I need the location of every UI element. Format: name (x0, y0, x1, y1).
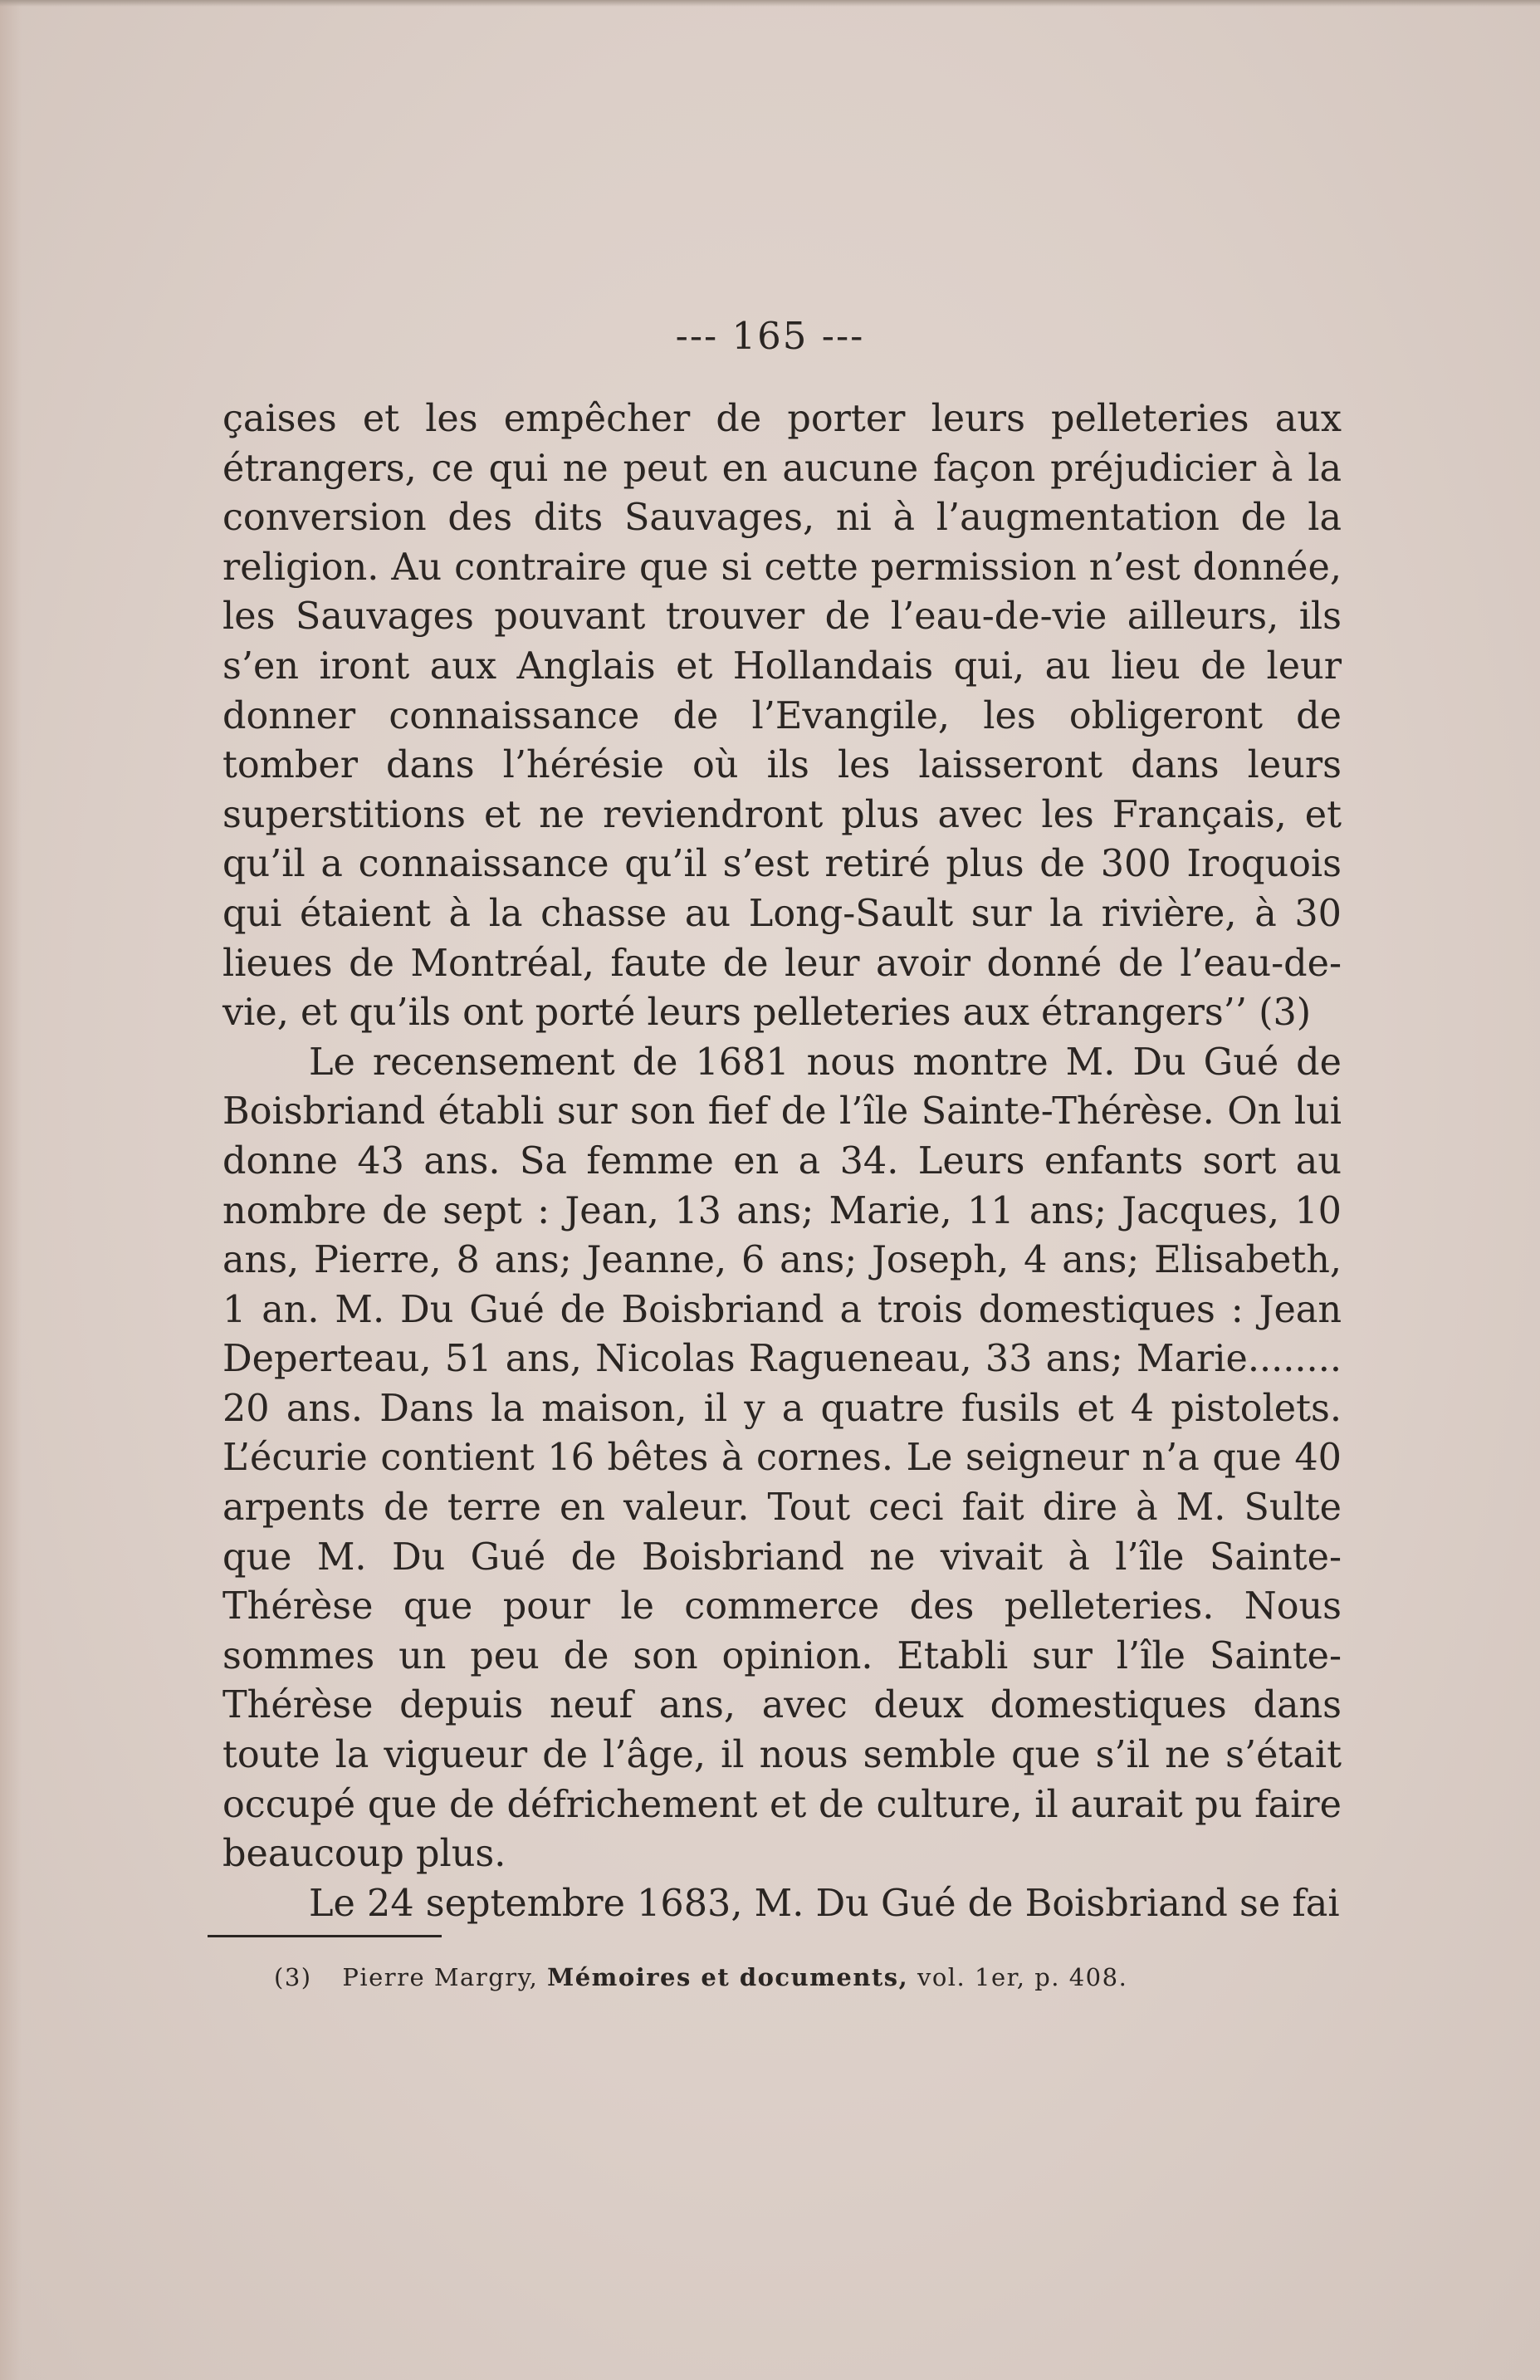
footnote-separator (208, 1935, 442, 1937)
footnote (274, 1963, 1127, 1991)
paragraph-2: Le recensement de 1681 nous montre M. Du Gué de Boisbriand établi sur son fief de l’île Sainte-Thérèse. On lui donne 43 ans. Sa femme en a 34. Leurs enfants sort au nombre de sept : Jean, 13 ans; Marie, 11 ans; Jacques, 10 ans, Pierre, 8 ans; Jeanne, 6 ans; Joseph, 4 ans; Elisabeth, 1 an. M. Du Gué de Boisbriand a trois domestiques : Jean Deperteau, 51 ans, Nicolas Ragueneau, 33 ans; Marie........ 20 ans. Dans la maison, il y a quatre fusils et 4 pistolets. L’écurie contient 16 bêtes à cornes. Le seigneur n’a que 40 arpents de terre en valeur. Tout ceci fait dire à M. Sulte que M. Du Gué de Boisbriand ne vivait à l’île Sainte-Thérèse que pour le commerce des pelleteries. Nous sommes un peu de son opinion. Etabli sur l’île Sainte-Thérèse depuis neuf ans, avec deux domestiques dans toute la vigueur de l’âge, il nous semble que s’il ne s’était occupé que de défrichement et de culture, il aurait pu faire beaucoup plus. (222, 1041, 1342, 1876)
paragraph-1: çaises et les empêcher de porter leurs pelleteries aux étrangers, ce qui ne peut en aucune façon préjudicier à la conversion des dits Sauvages, ni à l’augmentation de la religion. Au contraire que si cette permission n’est donnée, les Sauvages pouvant trouver de l’eau-de-vie ailleurs, ils s’en iront aux Anglais et Hollandais qui, au lieu de leur donner connaissance de l’Evangile, les obligeront de tomber dans l’hérésie où ils les laisseront dans leurs superstitions et ne reviendront plus avec les Français, et qu’il a connaissance qu’il s’est retiré plus de 300 Iroquois qui étaient à la chasse au Long-Sault sur la rivière, à 30 lieues de Montréal, faute de leur avoir donné de l’eau-de-vie, et qu’ils ont porté leurs pelleteries aux étrangers’’ (3) (222, 398, 1342, 1035)
footnote-title: Mémoires et documents, (547, 1963, 909, 1991)
page-top-shadow (0, 0, 1540, 7)
footnote-marker: (3) (274, 1963, 312, 1991)
paragraph-3: Le 24 septembre 1683, M. Du Gué de Boisbriand se fai (309, 1882, 1340, 1925)
footnote-reference: vol. 1er, p. 408. (917, 1963, 1128, 1991)
footnote-author: Pierre Margry, (342, 1963, 539, 1991)
page-number: --- 165 --- (675, 314, 865, 358)
body-text (222, 394, 1342, 1928)
